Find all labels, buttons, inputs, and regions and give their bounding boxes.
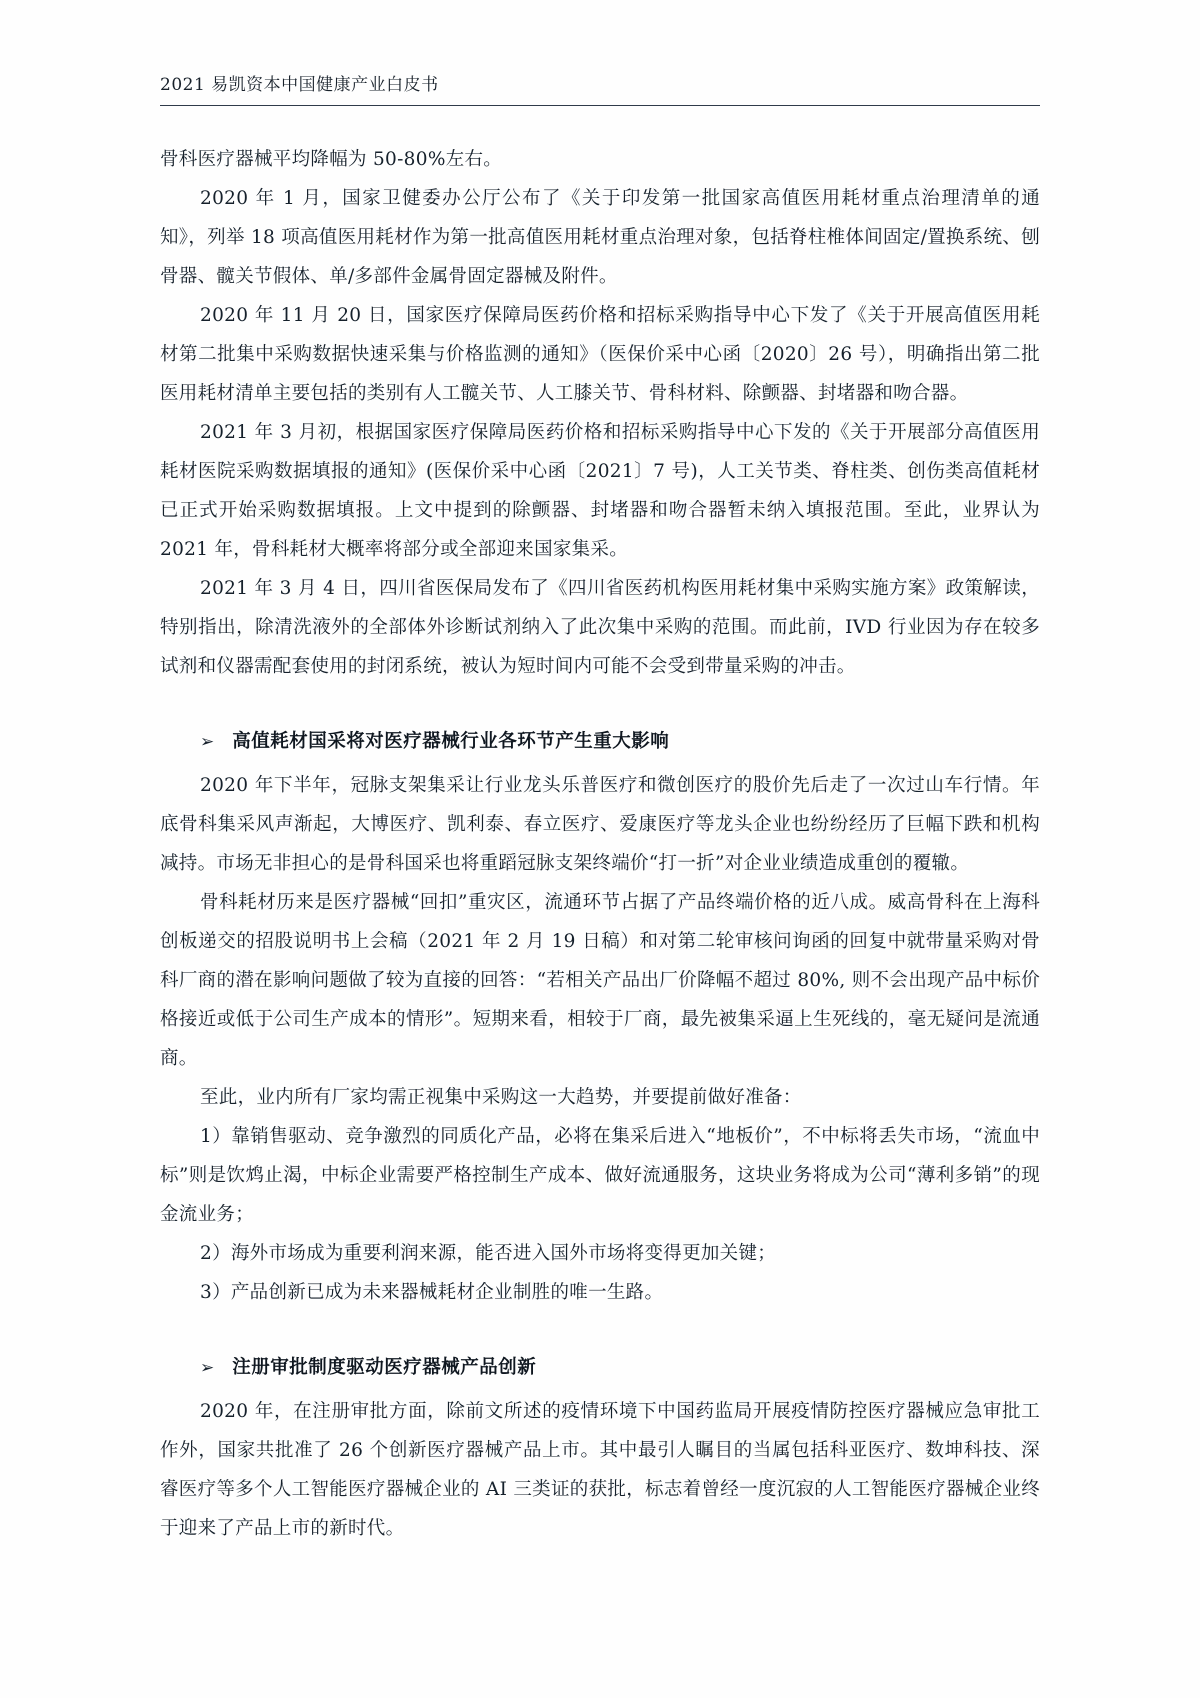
list-item: 1）靠销售驱动、竞争激烈的同质化产品，必将在集采后进入“地板价”，不中标将丢失市场，“流血中标”则是饮鸩止渴，中标企业需要严格控制生产成本、做好流通服务，这块业务将成为公司“薄利多销”的现金流业务； — [160, 1126, 1040, 1225]
paragraph: 2021 年 3 月 4 日，四川省医保局发布了《四川省医药机构医用耗材集中采购实施方案》政策解读，特别指出，除清洗液外的全部体外诊断试剂纳入了此次集中采购的范围。而此前，IVD 行业因为存在较多试剂和仪器需配套使用的封闭系统，被认为短时间内可能不会受到带量采购的冲击。 — [160, 578, 1040, 677]
section-heading-label: 注册审批制度驱动医疗器械产品创新 — [232, 1357, 537, 1378]
document-body — [160, 140, 1040, 1548]
paragraph: 至此，业内所有厂家均需正视集中采购这一大趋势，并要提前做好准备： — [200, 1087, 802, 1108]
section-heading-label: 高值耗材国采将对医疗器械行业各环节产生重大影响 — [232, 731, 670, 752]
section-heading — [160, 722, 1040, 762]
page-header-title: 2021 易凯资本中国健康产业白皮书 — [160, 75, 439, 95]
arrow-bullet-icon: ➢ — [200, 1358, 215, 1378]
section-heading — [160, 1348, 1040, 1388]
paragraph: 骨科医疗器械平均降幅为 50-80%左右。 — [160, 149, 503, 170]
paragraph: 2020 年 1 月，国家卫健委办公厅公布了《关于印发第一批国家高值医用耗材重点治理清单的通知》，列举 18 项高值医用耗材作为第一批高值医用耗材重点治理对象，包括脊柱椎体间固定/置换系统、刨骨器、髋关节假体、单/多部件金属骨固定器械及附件。 — [160, 188, 1040, 287]
arrow-bullet-icon: ➢ — [200, 732, 215, 752]
page-content — [160, 70, 1040, 1548]
paragraph: 2020 年，在注册审批方面，除前文所述的疫情环境下中国药监局开展疫情防控医疗器械应急审批工作外，国家共批准了 26 个创新医疗器械产品上市。其中最引人瞩目的当属包括科亚医疗、数坤科技、深睿医疗等多个人工智能医疗器械企业的 AI 三类证的获批，标志着曾经一度沉寂的人工智能医疗器械企业终于迎来了产品上市的新时代。 — [160, 1401, 1040, 1539]
list-item: 2）海外市场成为重要利润来源，能否进入国外市场将变得更加关键； — [200, 1243, 777, 1264]
paragraph: 2021 年 3 月初，根据国家医疗保障局医药价格和招标采购指导中心下发的《关于开展部分高值医用耗材医院采购数据填报的通知》(医保价采中心函〔2021〕7 号)，人工关节类、脊柱类、创伤类高值耗材已正式开始采购数据填报。上文中提到的除颤器、封堵器和吻合器暂未纳入填报范围。至此，业界认为 2021 年，骨科耗材大概率将部分或全部迎来国家集采。 — [160, 422, 1040, 560]
paragraph: 2020 年 11 月 20 日，国家医疗保障局医药价格和招标采购指导中心下发了《关于开展高值医用耗材第二批集中采购数据快速采集与价格监测的通知》（医保价采中心函〔2020〕26 号），明确指出第二批医用耗材清单主要包括的类别有人工髋关节、人工膝关节、骨科材料、除颤器、封堵器和吻合器。 — [160, 305, 1040, 404]
list-item: 3）产品创新已成为未来器械耗材企业制胜的唯一生路。 — [200, 1282, 664, 1303]
paragraph: 骨科耗材历来是医疗器械“回扣”重灾区，流通环节占据了产品终端价格的近八成。威高骨科在上海科创板递交的招股说明书上会稿（2021 年 2 月 19 日稿）和对第二轮审核问询函的回复中就带量采购对骨科厂商的潜在影响问题做了较为直接的回答：“若相关产品出厂价降幅不超过 80%, 则不会出现产品中标价格接近或低于公司生产成本的情形”。短期来看，相较于厂商，最先被集采逼上生死线的，毫无疑问是流通商。 — [160, 892, 1040, 1069]
header-divider — [160, 105, 1040, 106]
paragraph: 2020 年下半年，冠脉支架集采让行业龙头乐普医疗和微创医疗的股价先后走了一次过山车行情。年底骨科集采风声渐起，大博医疗、凯利泰、春立医疗、爱康医疗等龙头企业也纷纷经历了巨幅下跌和机构减持。市场无非担心的是骨科国采也将重蹈冠脉支架终端价“打一折”对企业业绩造成重创的覆辙。 — [160, 775, 1040, 874]
